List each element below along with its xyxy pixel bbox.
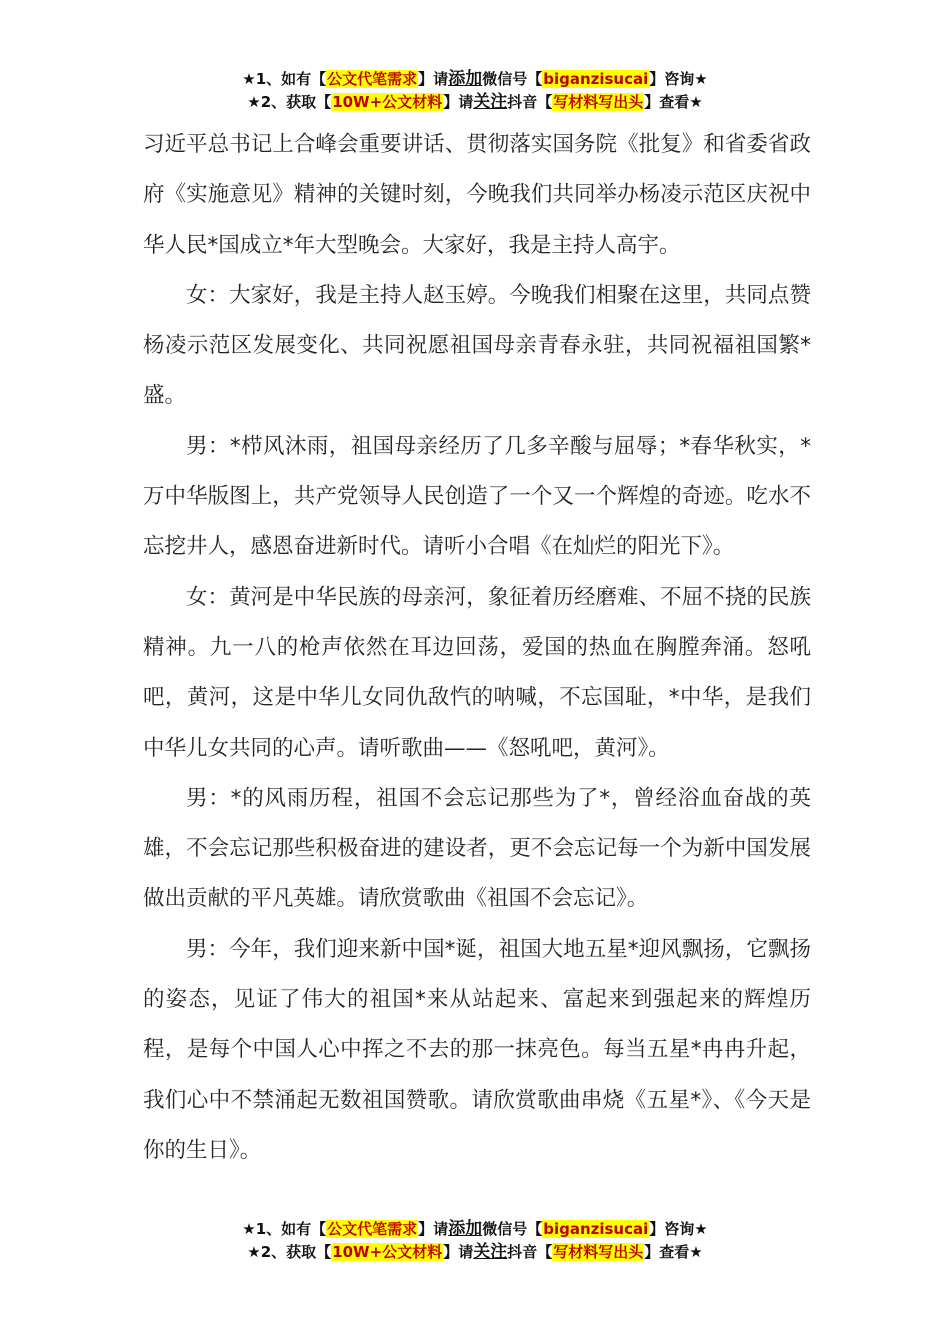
paragraph-male-host-3: 男：今年，我们迎来新中国*诞，祖国大地五星*迎风飘扬，它飘扬的姿态，见证了伟大的祖国*来从站起来、富起来到强起来的辉煌历程，是每个中国人心中挥之不去的那一抹亮色。每当五星*冉冉升起，我们心中不禁涌起无数祖国赞歌。请欣赏歌曲串烧《五星*》、《今天是你的生日》。 bbox=[143, 936, 811, 1163]
promo-line-2: ★2、获取【10W+公文材料】请关注抖音【写材料写出头】查看★ bbox=[247, 92, 703, 112]
promo-highlight-service: 公文代笔需求 bbox=[327, 1220, 418, 1238]
document-body bbox=[143, 120, 811, 1176]
paragraph-male-host-2: 男：*的风雨历程，祖国不会忘记那些为了*，曾经浴血奋战的英雄，不会忘记那些积极奋进的建设者，更不会忘记每一个为新中国发展做出贡献的平凡英雄。请欣赏歌曲《祖国不会忘记》。 bbox=[143, 785, 811, 912]
promo-line-2: ★2、获取【10W+公文材料】请关注抖音【写材料写出头】查看★ bbox=[247, 1242, 703, 1262]
paragraph-male-host-1: 男：*栉风沐雨，祖国母亲经历了几多辛酸与屈辱；*春华秋实，*万中华版图上，共产党领导人民创造了一个又一个辉煌的奇迹。吃水不忘挖井人，感恩奋进新时代。请听小合唱《在灿烂的阳光下》。 bbox=[143, 433, 811, 560]
header-promo-banner bbox=[0, 68, 950, 114]
promo-highlight-service: 公文代笔需求 bbox=[327, 70, 418, 88]
promo-highlight-materials: 10W+公文材料 bbox=[332, 1243, 443, 1261]
promo-highlight-douyin-id: 写材料写出头 bbox=[553, 93, 644, 111]
promo-highlight-wechat-id: biganzisucai bbox=[543, 1220, 649, 1238]
promo-highlight-materials: 10W+公文材料 bbox=[332, 93, 443, 111]
promo-highlight-wechat-id: biganzisucai bbox=[543, 70, 649, 88]
promo-line-1: ★1、如有【公文代笔需求】请添加微信号【biganzisucai】咨询★ bbox=[242, 1219, 708, 1239]
footer-promo-banner bbox=[0, 1218, 950, 1264]
paragraph-female-host-intro: 女：大家好，我是主持人赵玉婷。今晚我们相聚在这里，共同点赞杨凌示范区发展变化、共同祝愿祖国母亲青春永驻，共同祝福祖国繁*盛。 bbox=[143, 282, 811, 409]
promo-highlight-douyin-id: 写材料写出头 bbox=[553, 1243, 644, 1261]
paragraph-female-host-2: 女：黄河是中华民族的母亲河，象征着历经磨难、不屈不挠的民族精神。九一八的枪声依然在耳边回荡，爱国的热血在胸膛奔涌。怒吼吧，黄河，这是中华儿女同仇敌忾的呐喊，不忘国耻，*中华，是我们中华儿女共同的心声。请听歌曲——《怒吼吧，黄河》。 bbox=[143, 584, 811, 761]
promo-line-1: ★1、如有【公文代笔需求】请添加微信号【biganzisucai】咨询★ bbox=[242, 69, 708, 89]
paragraph-opening: 习近平总书记上合峰会重要讲话、贯彻落实国务院《批复》和省委省政府《实施意见》精神的关键时刻，今晚我们共同举办杨凌示范区庆祝中华人民*国成立*年大型晚会。大家好，我是主持人高宇。 bbox=[143, 132, 811, 258]
